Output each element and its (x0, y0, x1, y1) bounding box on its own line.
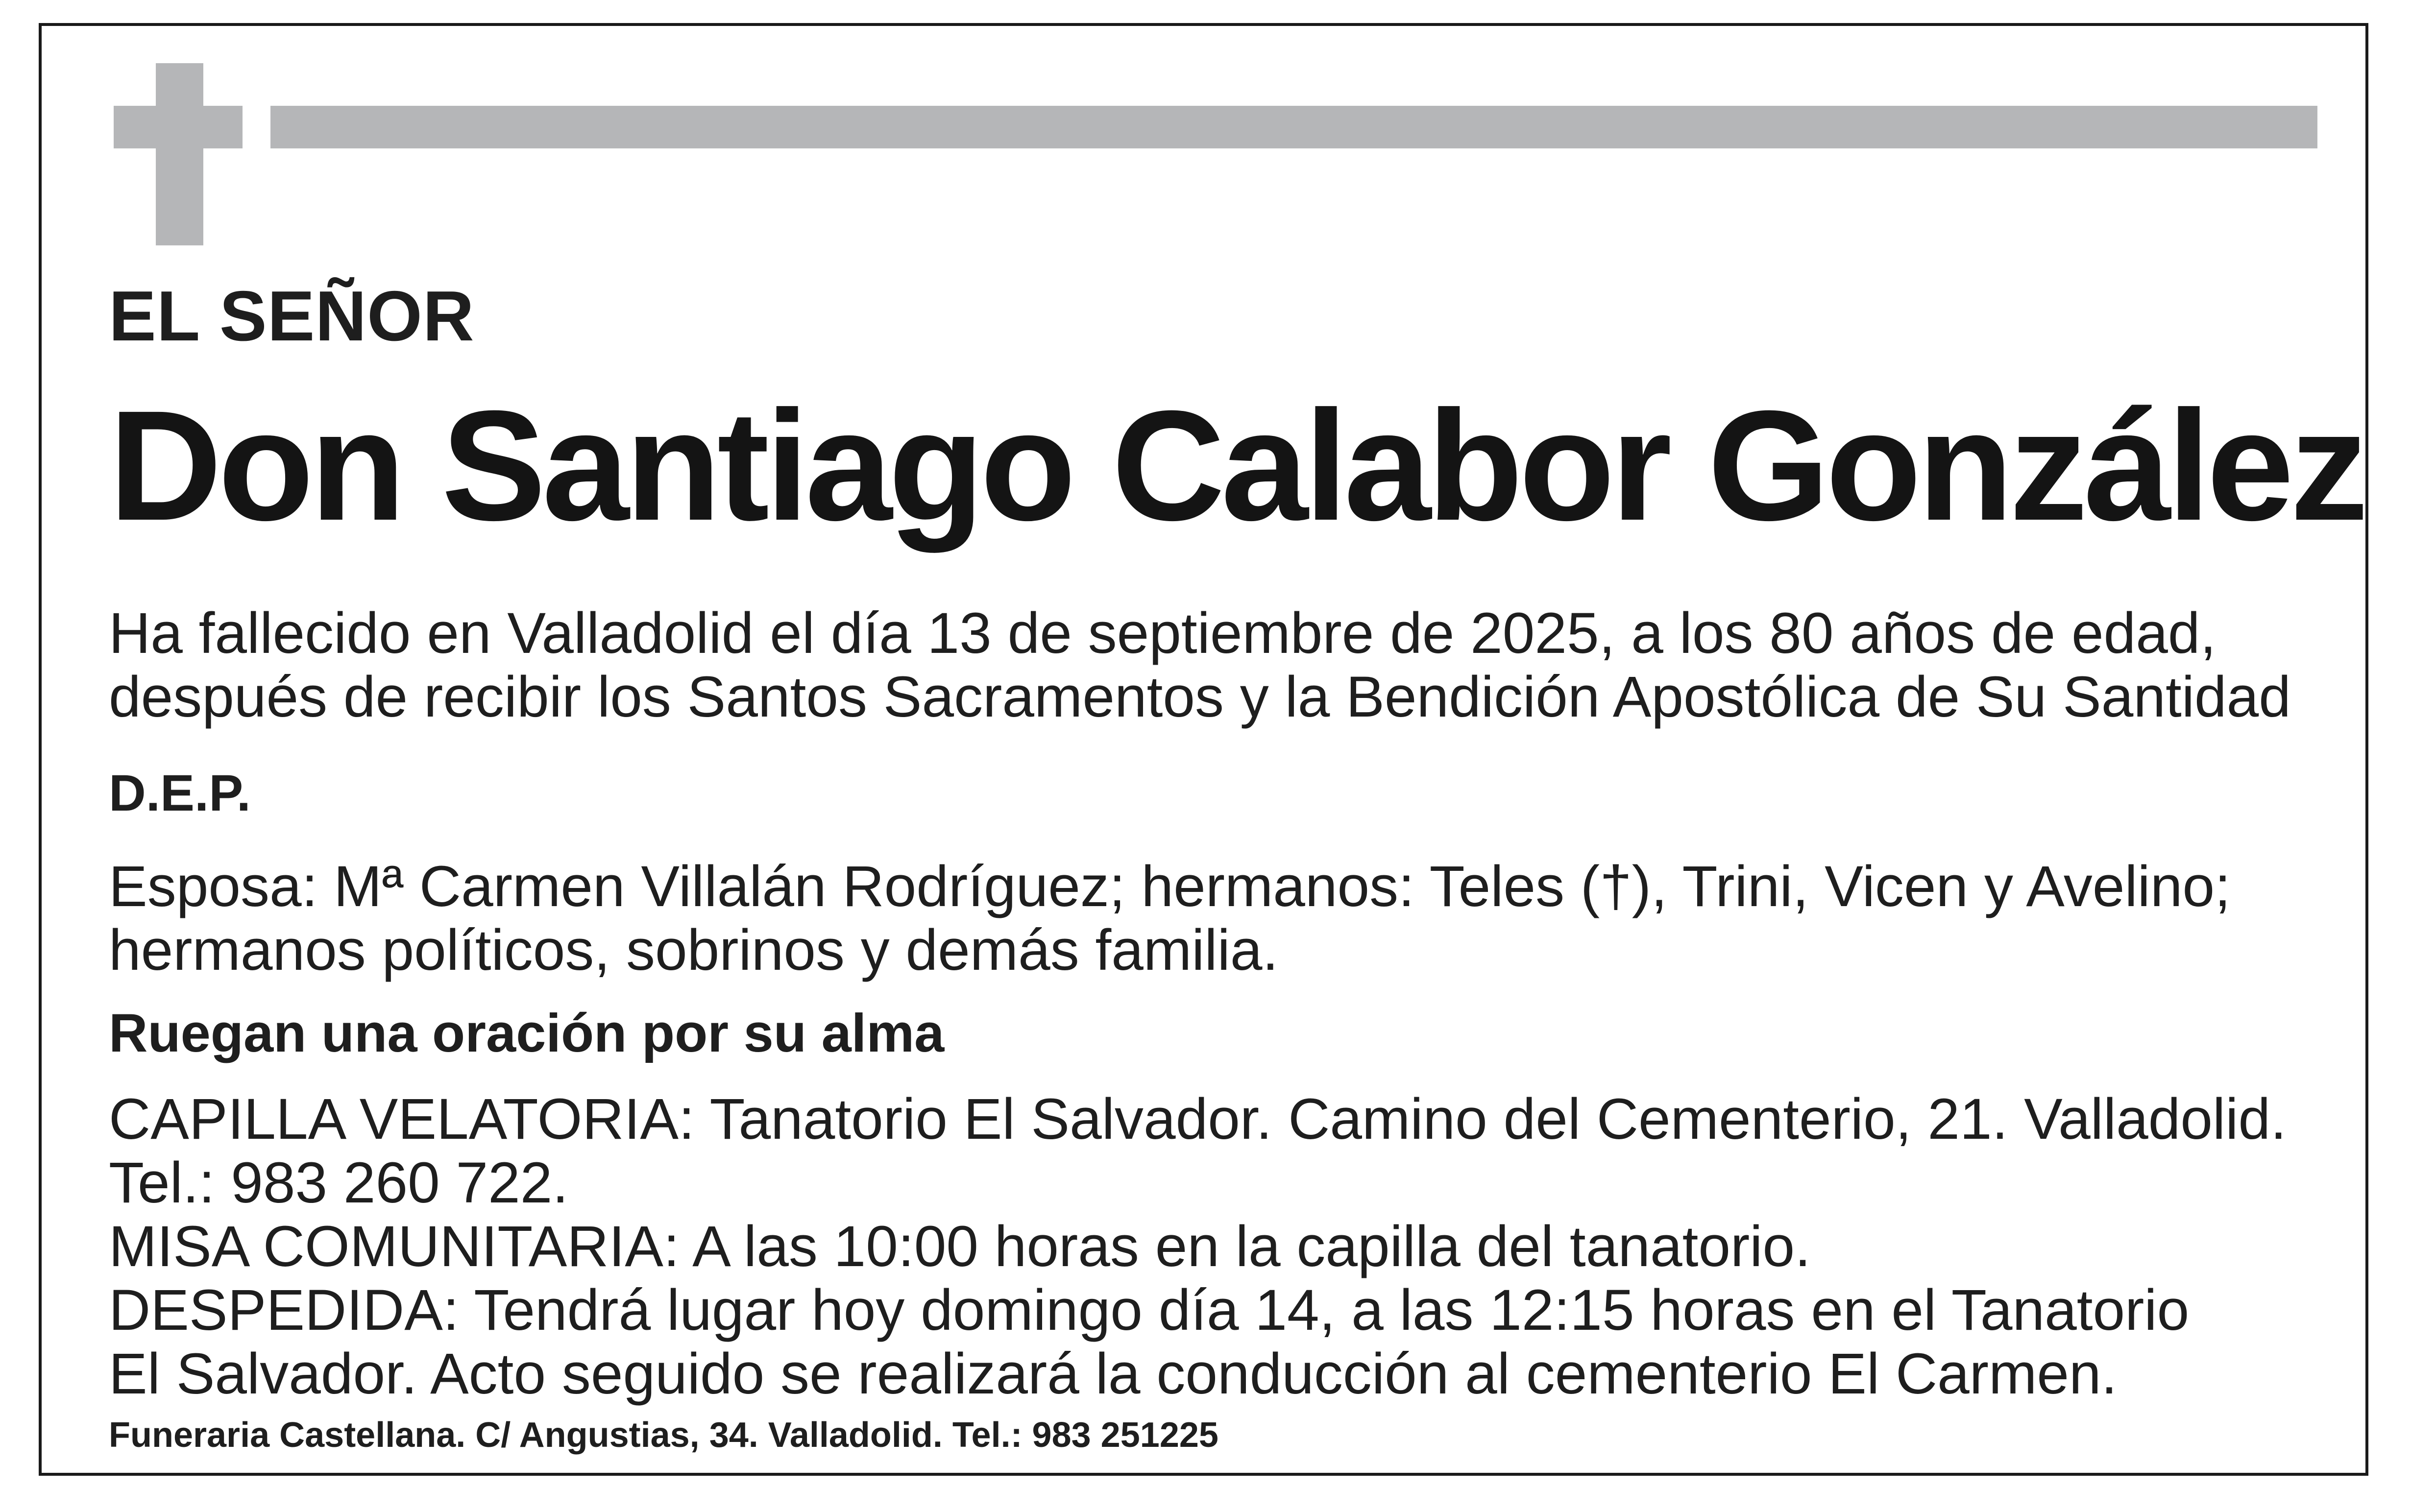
family-line: hermanos políticos, sobrinos y demás familia. (109, 918, 1279, 983)
service-details (109, 1087, 2287, 1406)
prayer-request: Ruegan una oración por su alma (109, 1003, 945, 1063)
announcement-line: después de recibir los Santos Sacramentos y la Bendición Apostólica de Su Santidad (109, 665, 2291, 729)
detail-line: CAPILLA VELATORIA: Tanatorio El Salvador. Camino del Cementerio, 21. Valladolid. (109, 1087, 2287, 1152)
announcement (109, 601, 2291, 729)
header-rule (270, 106, 2317, 148)
announcement-line: Ha fallecido en Valladolid el día 13 de septiembre de 2025, a los 80 años de edad, (109, 601, 2216, 666)
family-line: Esposa: Mª Carmen Villalán Rodríguez; hermanos: Teles (†), Trini, Vicen y Avelino; (109, 854, 2231, 919)
detail-line: Tel.: 983 260 722. (109, 1151, 569, 1215)
detail-line: El Salvador. Acto seguido se realizará la conducción al cementerio El Carmen. (109, 1342, 2118, 1406)
cross-horizontal-bar (114, 106, 243, 148)
detail-line: DESPEDIDA: Tendrá lugar hoy domingo día 14, a las 12:15 horas en el Tanatorio (109, 1278, 2190, 1343)
family-list (109, 855, 2231, 982)
funeral-home-footer: Funeraria Castellana. C/ Angustias, 34. Valladolid. Tel.: 983 251225 (109, 1416, 1218, 1455)
cross-vertical-bar (156, 63, 203, 245)
dep-label: D.E.P. (109, 765, 251, 822)
detail-line: MISA COMUNITARIA: A las 10:00 horas en la capilla del tanatorio. (109, 1214, 1811, 1279)
pretitle: EL SEÑOR (109, 276, 475, 356)
deceased-name: Don Santiago Calabor González (109, 378, 2365, 553)
